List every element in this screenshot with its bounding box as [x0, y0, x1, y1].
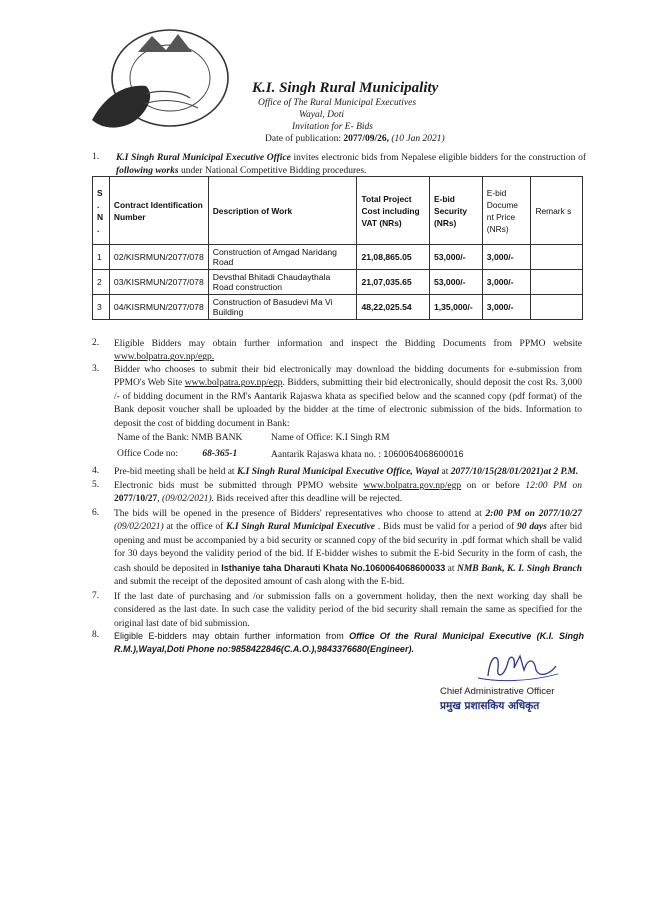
ppmo-link[interactable]: www.bolpatra.gov.np/egp	[184, 378, 283, 389]
cell-cost: 48,22,025.54	[357, 295, 430, 320]
cell-security: 1,35,000/-	[429, 295, 482, 320]
municipality-seal	[86, 24, 234, 146]
cell-sn: 1	[93, 245, 110, 270]
col-header-sn: S . N .	[93, 177, 110, 245]
office-code: Office Code no: 68-365-1	[117, 449, 238, 459]
publication-date: Date of publication: 2077/09/26, (10 Jan 2021)	[265, 134, 445, 144]
paragraph-contact: Eligible E-bidders may obtain further information from Office Of the Rural Municipal Executive (K.I. Singh R.M.),Wayal,Doti Phone no:9858422846(C.A.O.),9843376680(Engineer).	[114, 631, 584, 655]
office-name: Office of The Rural Municipal Executives	[258, 98, 417, 108]
signatory-title-nepali: प्रमुख प्रशासकिय अधिकृत	[440, 700, 540, 712]
cell-sn: 2	[93, 270, 110, 295]
item-number: 4.	[92, 466, 100, 476]
cell-remarks	[531, 270, 583, 295]
works-table	[92, 176, 583, 320]
table-row	[93, 270, 583, 295]
cell-price: 3,000/-	[482, 245, 531, 270]
office-name-bank: Name of Office: K.I Singh RM	[271, 433, 390, 443]
cell-contract: 03/KISRMUN/2077/078	[109, 270, 208, 295]
item-number: 5.	[92, 480, 100, 490]
col-header-cost: Total Project Cost including VAT (NRs)	[357, 177, 430, 245]
item-number: 1.	[92, 152, 100, 162]
cell-cost: 21,08,865.05	[357, 245, 430, 270]
signatory-title: Chief Administrative Officer	[440, 686, 555, 697]
paragraph-submission: Electronic bids must be submitted through PPMO website www.bolpatra.gov.np/egp on or before 12:00 PM on 2077/10/27, (09/02/2021). Bids received after this deadline will be rejected.	[114, 481, 582, 505]
ppmo-link[interactable]: www.bolpatra.gov.np/egp.	[114, 352, 215, 363]
col-header-description: Description of Work	[208, 177, 357, 245]
cell-description: Devsthal Bhitadi Chaudaythala Road construction	[208, 270, 357, 295]
bank-name: Name of the Bank: NMB BANK	[117, 433, 243, 443]
cell-contract: 04/KISRMUN/2077/078	[109, 295, 208, 320]
item-number: 2.	[92, 338, 100, 348]
cell-description: Construction of Basudevi Ma Vi Building	[208, 295, 357, 320]
table-row	[93, 245, 583, 270]
cell-price: 3,000/-	[482, 295, 531, 320]
paragraph-prebid: Pre-bid meeting shall be held at K.I Singh Rural Municipal Executive Office, Wayal at 2077/10/15(28/01/2021)at 2 P.M.	[114, 467, 579, 477]
item-number: 3.	[92, 364, 100, 374]
municipality-title: K.I. Singh Rural Municipality	[252, 80, 439, 96]
paragraph-opening: The bids will be opened in the presence of Bidders' representatives who choose to attend at 2:00 PM on 2077/10/27 (09/02/2021) at the office of K.I Singh Rural Municipal Executive . Bids must be valid for a period of 90 days after bid opening and must be accompanied by a bid security or scanned copy of the bid security in .pdf format which shall be valid for 30 days beyond the validity period of the bid. If E-bidder wishes to submit the E-bid Security in the form of cash, the cash should be deposited in Isthaniye taha Dharauti Khata No.1060064068600033 at NMB Bank, K. I. Singh Branch and submit the receipt of the deposited amount of cash along with the E-bid.	[114, 509, 583, 588]
col-header-remarks: Remark s	[531, 177, 583, 245]
cell-contract: 02/KISRMUN/2077/078	[109, 245, 208, 270]
paragraph-holiday: If the last date of purchasing and /or submission falls on a government holiday, then the next working day shall be considered as the last date. In such case the validity period of the bid security shall remain the same as specified for the original last date of bid submission.	[114, 592, 582, 629]
col-header-contract: Contract Identification Number	[109, 177, 208, 245]
item-number: 7.	[92, 591, 100, 601]
cell-security: 53,000/-	[429, 245, 482, 270]
paragraph-download: Bidder who chooses to submit their bid electronically may download the bidding documents for e-submission from PPMO's Web Site www.bolpatra.gov.np/egp. Bidders, submitting their bid electronically, should deposit the cost Rs. 3,000 /- of bidding document in the RM's Aantarik Rajaswa khata as specified below and the scanned copy (pdf format) of the Bank deposit voucher shall be uploaded by the bidder at the time of electronic submission of the bids. Information to deposit the cost of bidding document in Bank:	[114, 365, 582, 429]
signature-scrawl	[438, 648, 568, 684]
office-address: Wayal, Doti	[299, 110, 345, 120]
cell-remarks	[531, 295, 583, 320]
paragraph-information: Eligible Bidders may obtain further information and inspect the Bidding Documents from PPMO website www.bolpatra.gov.np/egp.	[114, 339, 582, 363]
cell-security: 53,000/-	[429, 270, 482, 295]
ppmo-link[interactable]: www.bolpatra.gov.np/egp	[363, 481, 462, 491]
invitation-title: Invitation for E- Bids	[292, 122, 374, 132]
table-row	[93, 295, 583, 320]
cell-price: 3,000/-	[482, 270, 531, 295]
cell-remarks	[531, 245, 583, 270]
revenue-khata: Aantarik Rajaswa khata no. : 1060064068600016	[271, 449, 464, 460]
item-number: 6.	[92, 508, 100, 518]
col-header-security: E-bid Security (NRs)	[429, 177, 482, 245]
cell-sn: 3	[93, 295, 110, 320]
cell-cost: 21,07,035.65	[357, 270, 430, 295]
table-header-row	[93, 177, 583, 245]
cell-description: Construction of Amgad Naridang Road	[208, 245, 357, 270]
col-header-price: E-bid Docume nt Price (NRs)	[482, 177, 531, 245]
item-number: 8.	[92, 630, 100, 640]
paragraph-invitation: K.I Singh Rural Municipal Executive Office invites electronic bids from Nepalese eligible bidders for the construction of following works under National Competitive Bidding procedures.	[116, 153, 586, 177]
